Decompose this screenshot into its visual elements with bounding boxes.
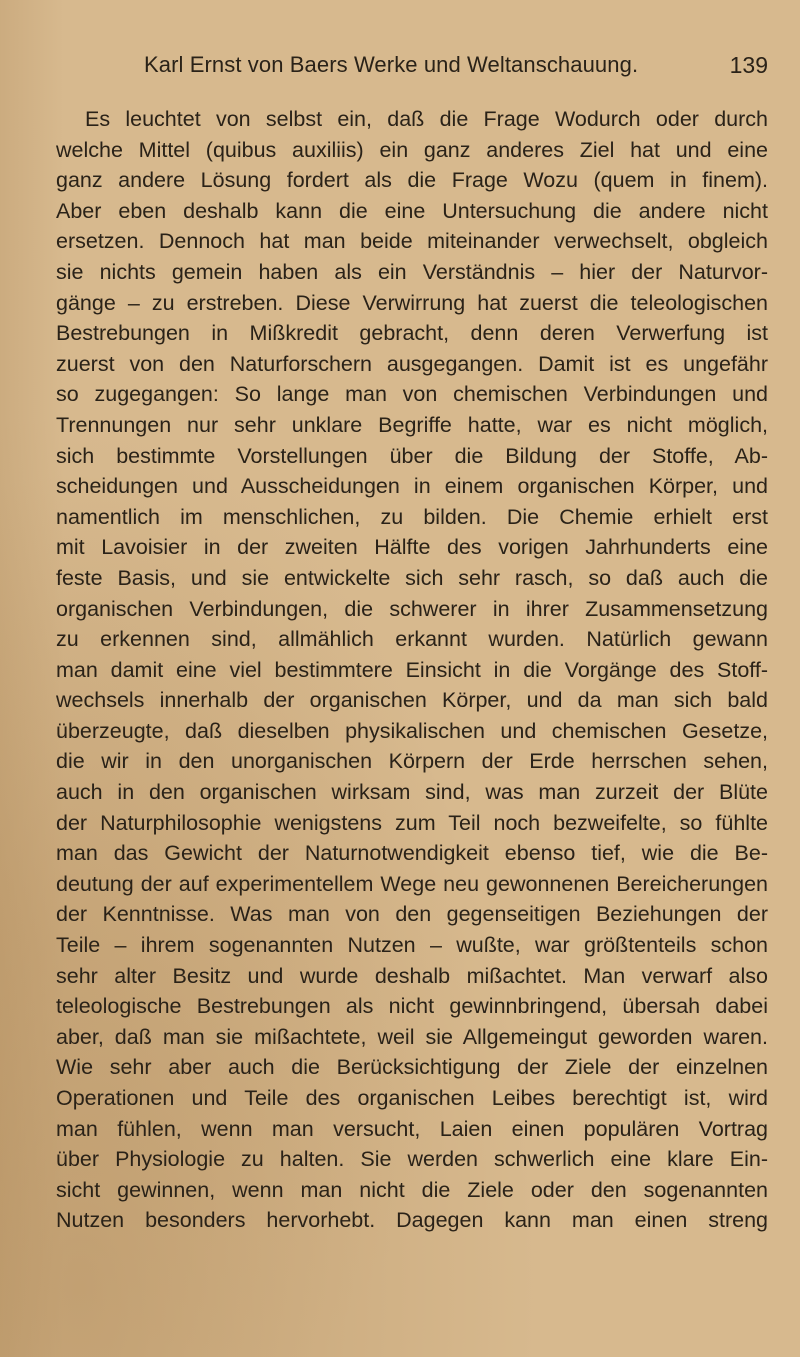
text-line: Wie sehr aber auch die Berücksichtigung der Ziele der einzelnen — [56, 1055, 768, 1080]
text-line: auch in den organischen wirksam sind, was man zurzeit der Blüte — [56, 780, 768, 805]
text-line: scheidungen und Ausscheidungen in einem organischen Körper, und — [56, 474, 768, 499]
text-line: ersetzen. Dennoch hat man beide miteinander verwechselt, obgleich — [56, 229, 768, 254]
text-line: aber, daß man sie mißachtete, weil sie Allgemeingut geworden waren. — [56, 1024, 768, 1049]
text-line: zuerst von den Naturforschern ausgegangen. Damit ist es ungefähr — [56, 351, 768, 376]
text-line: man das Gewicht der Naturnotwendigkeit ebenso tief, wie die Be- — [56, 841, 768, 866]
text-line: zu erkennen sind, allmählich erkannt wurden. Natürlich gewann — [56, 627, 768, 652]
text-line: Aber eben deshalb kann die eine Untersuchung die andere nicht — [56, 198, 768, 223]
body-paragraph — [56, 104, 768, 1236]
text-line: der Naturphilosophie wenigstens zum Teil noch bezweifelte, so fühlte — [56, 810, 768, 835]
text-line: feste Basis, und sie entwickelte sich sehr rasch, so daß auch die — [56, 565, 768, 590]
page-header — [56, 52, 768, 84]
text-line: über Physiologie zu halten. Sie werden schwerlich eine klare Ein- — [56, 1147, 768, 1172]
text-line: Operationen und Teile des organischen Leibes berechtigt ist, wird — [56, 1086, 768, 1110]
text-line: man fühlen, wenn man versucht, Laien einen populären Vortrag — [56, 1116, 768, 1141]
text-line: Trennungen nur sehr unklare Begriffe hatte, war es nicht möglich, — [56, 412, 768, 437]
page-number: 139 — [729, 52, 768, 78]
text-line: sehr alter Besitz und wurde deshalb mißachtet. Man verwarf also — [56, 963, 768, 988]
text-line: sicht gewinnen, wenn man nicht die Ziele oder den sogenannten — [56, 1177, 768, 1202]
text-line: Teile – ihrem sogenannten Nutzen – wußte, war größtenteils schon — [56, 933, 768, 958]
text-line: so zugegangen: So lange man von chemischen Verbindungen und — [56, 382, 768, 407]
text-line: Nutzen besonders hervorhebt. Dagegen kann man einen streng — [56, 1208, 768, 1233]
text-line: Bestrebungen in Mißkredit gebracht, denn deren Verwerfung ist — [56, 321, 768, 346]
text-line: deutung der auf experimentellem Wege neu gewonnenen Bereicherungen — [56, 871, 768, 896]
text-line: sich bestimmte Vorstellungen über die Bildung der Stoffe, Ab- — [56, 443, 768, 468]
text-line: wechsels innerhalb der organischen Körper, und da man sich bald — [56, 688, 768, 713]
text-line: namentlich im menschlichen, zu bilden. Die Chemie erhielt erst — [56, 504, 768, 529]
text-line: sie nichts gemein haben als ein Verständnis – hier der Naturvor- — [56, 259, 768, 284]
text-line: ganz andere Lösung fordert als die Frage Wozu (quem in finem). — [56, 168, 768, 193]
text-line: teleologische Bestrebungen als nicht gewinnbringend, übersah dabei — [56, 994, 768, 1019]
text-line: gänge – zu erstreben. Diese Verwirrung hat zuerst die teleologischen — [56, 290, 768, 315]
text-line: mit Lavoisier in der zweiten Hälfte des vorigen Jahrhunderts eine — [56, 535, 768, 560]
text-line: die wir in den unorganischen Körpern der Erde herrschen sehen, — [56, 749, 768, 774]
text-line: welche Mittel (quibus auxiliis) ein ganz anderes Ziel hat und eine — [56, 137, 768, 162]
running-title: Karl Ernst von Baers Werke und Weltanschauung. — [144, 52, 639, 77]
text-line: Es leuchtet von selbst ein, daß die Frage Wodurch oder durch — [85, 107, 768, 131]
text-line: überzeugte, daß dieselben physikalischen und chemischen Gesetze, — [56, 718, 768, 743]
text-line: organischen Verbindungen, die schwerer in ihrer Zusammensetzung — [56, 596, 768, 621]
text-line: der Kenntnisse. Was man von den gegenseitigen Beziehungen der — [56, 902, 768, 927]
text-line: man damit eine viel bestimmtere Einsicht in die Vorgänge des Stoff- — [56, 657, 768, 682]
